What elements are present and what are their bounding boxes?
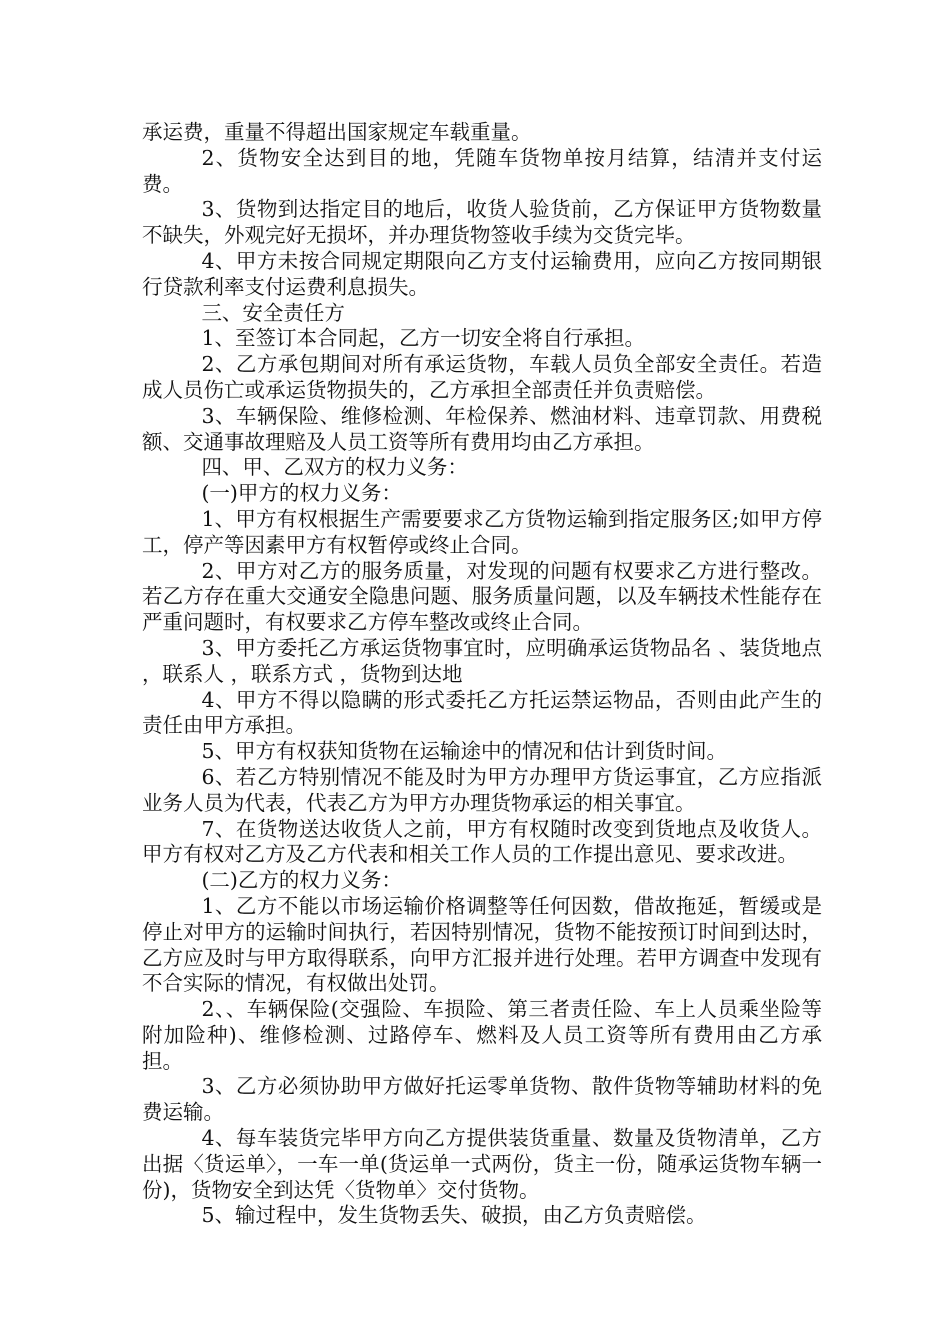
paragraph-13: 3、甲方委托乙方承运货物事宜时，应明确承运货物品名 、装货地点 ，联系人 ，联系方式 ，货物到达地	[142, 635, 822, 686]
paragraph-01: 承运费，重量不得超出国家规定车载重量。	[142, 120, 532, 144]
paragraph-16: 6、若乙方特别情况不能及时为甲方办理甲方货运事宜，乙方应指派业务人员为代表，代表乙方为甲方办理货物承运的相关事宜。	[142, 764, 822, 815]
paragraph-17: 7、在货物送达收货人之前，甲方有权随时改变到货地点及收货人。 甲方有权对乙方及乙方代表和相关工作人员的工作提出意见、要求改进。	[142, 816, 822, 867]
paragraph-03: 3、货物到达指定目的地后，收货人验货前，乙方保证甲方货物数量不缺失，外观完好无损坏，并办理货物签收手续为交货完毕。	[142, 197, 822, 248]
paragraph-14: 4、甲方不得以隐瞒的形式委托乙方托运禁运物品，否则由此产生的责任由甲方承担。	[142, 687, 822, 738]
paragraph-22: 4、每车装货完毕甲方向乙方提供装货重量、数量及货物清单，乙方出据〈货运单〉，一车一单(货运单一式两份，货主一份，随承运货物车辆一份)，货物安全到达凭〈货物单〉交付货物。	[142, 1126, 822, 1202]
paragraph-21: 3、乙方必须协助甲方做好托运零单货物、散件货物等辅助材料的免费运输。	[142, 1074, 822, 1125]
paragraph-04: 4、甲方未按合同规定期限向乙方支付运输费用，应向乙方按同期银行贷款利率支付运费利息损失。	[142, 248, 822, 299]
paragraph-23: 5、输过程中，发生货物丢失、破损，由乙方负责赔偿。	[201, 1203, 707, 1228]
subsection-heading-party-a: (一)甲方的权力义务：	[201, 481, 402, 506]
paragraph-12: 2、甲方对乙方的服务质量，对发现的问题有权要求乙方进行整改。若乙方存在重大交通安全隐患问题、服务质量问题，以及车辆技术性能存在严重问题时，有权要求乙方停车整改或终止合同。	[142, 558, 822, 635]
section-heading-rights: 四、甲、乙双方的权力义务：	[201, 455, 468, 480]
paragraph-02: 2、货物安全达到目的地，凭随车货物单按月结算，结清并支付运费。	[142, 145, 822, 196]
paragraph-07: 2、乙方承包期间对所有承运货物，车载人员负全部安全责任。若造成人员伤亡或承运货物损失的，乙方承担全部责任并负责赔偿。	[142, 352, 822, 402]
paragraph-15: 5、甲方有权获知货物在运输途中的情况和估计到货时间。	[201, 739, 727, 764]
paragraph-08: 3、车辆保险、维修检测、年检保养、燃油材料、违章罚款、用费税额、交通事故理赔及人员工资等所有费用均由乙方承担。	[142, 403, 822, 454]
section-heading-safety: 三、安全责任方	[201, 300, 345, 325]
paragraph-19: 1、乙方不能以市场运输价格调整等任何因数，借故拖延，暂缓或是停止对甲方的运输时间执行，若因特别情况，货物不能按预订时间到达时，乙方应及时与甲方取得联系，向甲方汇报并进行处理。若甲方调查中发现有不合实际的情况，有权做出处罚。	[142, 893, 822, 996]
subsection-heading-party-b: (二)乙方的权力义务：	[201, 868, 402, 893]
document-body	[142, 120, 822, 1229]
paragraph-06: 1、至签订本合同起，乙方一切安全将自行承担。	[201, 326, 645, 351]
paragraph-11: 1、甲方有权根据生产需要要求乙方货物运输到指定服务区;如甲方停工，停产等因素甲方有权暂停或终止合同。	[142, 506, 822, 557]
paragraph-20: 2、、车辆保险(交强险、车损险、第三者责任险、车上人员乘坐险等附加险种)、维修检测、过路停车、燃料及人员工资等所有费用由乙方承担。	[142, 997, 822, 1073]
